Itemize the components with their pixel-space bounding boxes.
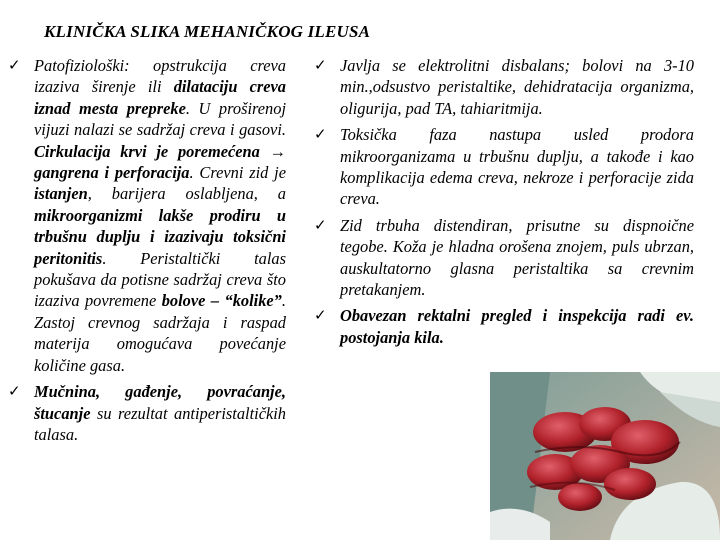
bold-segment: Obavezan rektalni pregled i inspekcija radi ev. postojanja kila. xyxy=(340,306,694,347)
bullet-abdominal-wall xyxy=(312,215,694,301)
text-segment: . U proširenoj vijuzi nalazi se sadržaj creva i gasovi. xyxy=(34,98,286,140)
bullet-electrolytes xyxy=(312,55,694,119)
bullet-pathophysiology xyxy=(6,55,286,376)
bold-segment: istanjen xyxy=(34,184,88,204)
bold-segment: dilataciju creva iznad mesta prepreke xyxy=(34,77,286,118)
bullet-toxic-phase xyxy=(312,124,694,210)
intestine-illustration xyxy=(490,372,720,540)
text-segment: . Zastoj crevnog sadržaja i raspad materija omogućava povećanje količine gasa. xyxy=(34,291,286,375)
text-segment: Zid trbuha distendiran, prisutne su dispnoične tegobe. Koža je hladna orošena znojem, puls ubrzan, auskultatorno glasna peristaltika sa crevnim pretakanjem. xyxy=(340,215,694,300)
text-segment: Toksička faza nastupa usled prodora mikroorganizama u trbušnu duplju, a takođe i kao komplikacija edema creva, nekroze i perforacije zida creva. xyxy=(340,125,694,209)
checkmark-icon: ✓ xyxy=(8,56,21,74)
checkmark-icon: ✓ xyxy=(314,215,327,234)
checkmark-icon: ✓ xyxy=(314,125,327,144)
checkmark-icon: ✓ xyxy=(8,382,21,401)
text-segment: Patofiziološki: opstrukcija creva izaziva širenje ili xyxy=(34,56,286,97)
bullet-rectal-exam xyxy=(312,305,694,348)
bold-segment: mikroorganizmi lakše prodiru u trbušnu duplju i izazivaju toksični peritonitis xyxy=(34,205,286,268)
text-segment: su rezultat antiperistaltičkih talasa. xyxy=(34,403,286,444)
text-segment: . Peristaltički talas pokušava da potisne sadržaj creva što izaziva povremene xyxy=(34,248,286,311)
checkmark-icon: ✓ xyxy=(314,306,327,325)
bold-segment: Cirkulacija krvi je poremećena → gangrena i perforacija xyxy=(34,141,286,183)
left-bullet-list xyxy=(6,55,286,450)
text-segment: Javlja se elektrolitni disbalans; bolovi na 3-10 min.,odsustvo peristaltike, dehidratacija organizma, oligurija, pad TA, tahiaritmija. xyxy=(340,56,694,118)
bold-segment: Mučnina, gađenje, povraćanje, štucanje xyxy=(34,382,286,423)
surgical-photo xyxy=(490,372,720,540)
right-bullet-list xyxy=(312,55,694,353)
bold-segment: bolove – “kolike” xyxy=(161,291,282,311)
text-segment: , barijera oslabljena, a xyxy=(87,184,286,204)
slide-title: KLINIČKA SLIKA MEHANIČKOG ILEUSA xyxy=(44,22,371,41)
bullet-symptoms xyxy=(6,381,286,445)
checkmark-icon: ✓ xyxy=(314,56,327,74)
text-segment: . Crevni zid je xyxy=(189,163,286,183)
